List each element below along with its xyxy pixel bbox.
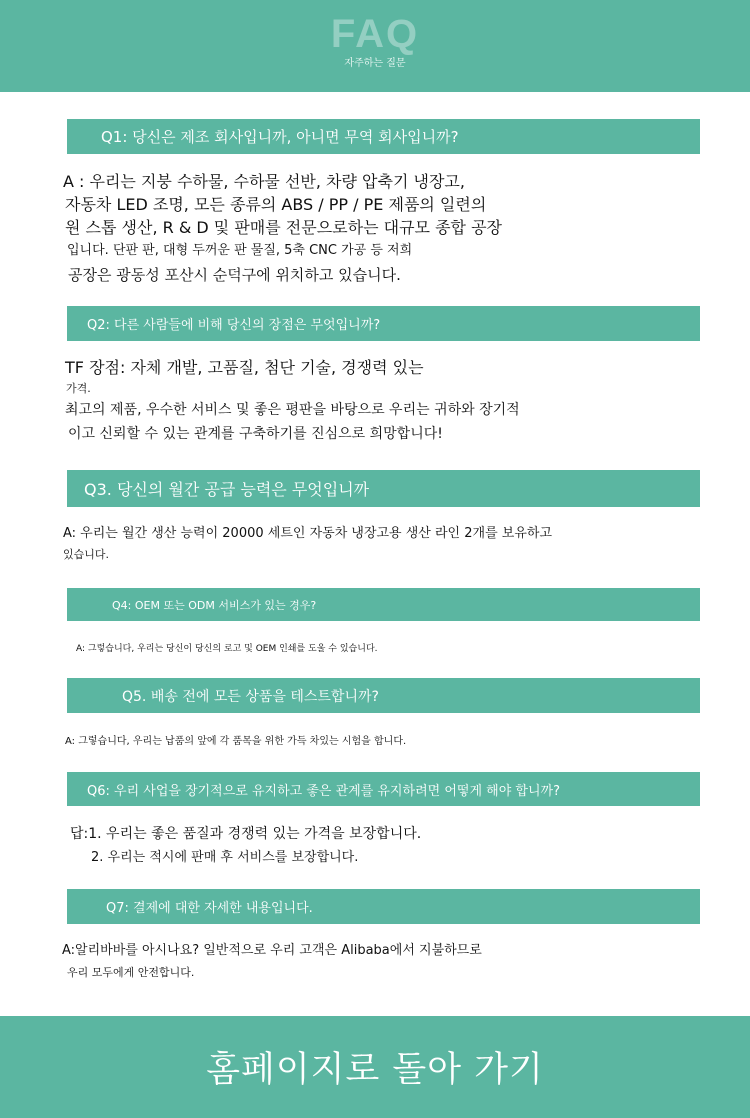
faq-title: FAQ xyxy=(330,12,420,56)
faq-question-2-text: Q2: 다른 사람들에 비해 당신의 장점은 무엇입니까? xyxy=(87,318,381,333)
faq-header xyxy=(0,0,750,92)
faq-answer-6-line: 2. 우리는 적시에 판매 후 서비스를 보장합니다. xyxy=(91,850,359,865)
faq-question-5 xyxy=(67,678,700,713)
faq-answer-1 xyxy=(63,170,703,287)
faq-question-7-text: Q7: 결제에 대한 자세한 내용입니다. xyxy=(106,901,313,916)
faq-answer-1-line: 공장은 광동성 포산시 순덕구에 위치하고 있습니다. xyxy=(68,266,401,284)
faq-answer-6 xyxy=(63,822,703,870)
faq-subtitle: 자주하는 질문 xyxy=(344,58,406,69)
faq-answer-5 xyxy=(63,733,703,751)
faq-answer-3 xyxy=(63,522,703,564)
faq-answer-2-line: TF 장점: 자체 개발, 고품질, 첨단 기술, 경쟁력 있는 xyxy=(65,358,424,377)
faq-answer-3-line: A: 우리는 월간 생산 능력이 20000 세트인 자동차 냉장고용 생산 라인 2개를 보유하고 xyxy=(63,526,552,541)
faq-answer-5-line: A: 그렇습니다, 우리는 납품의 앞에 각 품목을 위한 가득 차있는 시험을 합니다. xyxy=(65,736,407,747)
faq-question-7 xyxy=(67,889,700,924)
faq-question-2 xyxy=(67,306,700,341)
faq-answer-2 xyxy=(63,356,703,446)
faq-question-1 xyxy=(67,119,700,154)
faq-question-5-text: Q5. 배송 전에 모든 상품을 테스트합니까? xyxy=(122,688,379,705)
faq-answer-6-line: 답:1. 우리는 좋은 품질과 경쟁력 있는 가격을 보장합니다. xyxy=(70,826,422,842)
faq-answer-7-line: 우리 모두에게 안전합니다. xyxy=(67,966,195,979)
footer-bar xyxy=(0,1016,750,1118)
faq-answer-1-line: A : 우리는 지붕 수하물, 수하물 선반, 차량 압축기 냉장고, xyxy=(63,172,465,191)
faq-answer-3-line: 있습니다. xyxy=(63,548,110,561)
faq-question-4 xyxy=(67,588,700,621)
faq-question-6 xyxy=(67,772,700,806)
faq-answer-2-line: 가격. xyxy=(66,382,91,395)
faq-answer-1-line: 원 스톱 생산, R & D 및 판매를 전문으로하는 대규모 종합 공장 xyxy=(65,218,502,237)
faq-answer-4 xyxy=(63,641,703,657)
faq-answer-2-line: 최고의 제품, 우수한 서비스 및 좋은 평판을 바탕으로 우리는 귀하와 장기적 xyxy=(65,402,520,418)
faq-answer-4-line: A: 그렇습니다, 우리는 당신이 당신의 로고 및 OEM 인쇄를 도울 수 있습니다. xyxy=(76,644,378,654)
faq-question-6-text: Q6: 우리 사업을 장기적으로 유지하고 좋은 관계를 유지하려면 어떻게 해야 합니까? xyxy=(87,783,560,799)
faq-answer-1-line: 입니다. 단판 판, 대형 두꺼운 판 물질, 5축 CNC 가공 등 저희 xyxy=(67,243,413,258)
faq-question-4-text: Q4: OEM 또는 ODM 서비스가 있는 경우? xyxy=(112,598,317,612)
faq-answer-7 xyxy=(63,940,703,984)
faq-answer-2-line: 이고 신뢰할 수 있는 관계를 구축하기를 진심으로 희망합니다! xyxy=(68,426,443,442)
faq-question-3-text: Q3. 당신의 월간 공급 능력은 무엇입니까 xyxy=(84,480,370,499)
faq-answer-1-line: 자동차 LED 조명, 모든 종류의 ABS / PP / PE 제품의 일련의 xyxy=(65,195,487,214)
back-to-home-button[interactable]: 홈페이지로 돌아 가기 xyxy=(206,1042,544,1092)
faq-answer-7-line: A:알리바바를 아시나요? 일반적으로 우리 고객은 Alibaba에서 지불하므로 xyxy=(62,943,482,958)
faq-question-1-text: Q1: 당신은 제조 회사입니까, 아니면 무역 회사입니까? xyxy=(101,128,459,146)
faq-question-3 xyxy=(67,470,700,507)
